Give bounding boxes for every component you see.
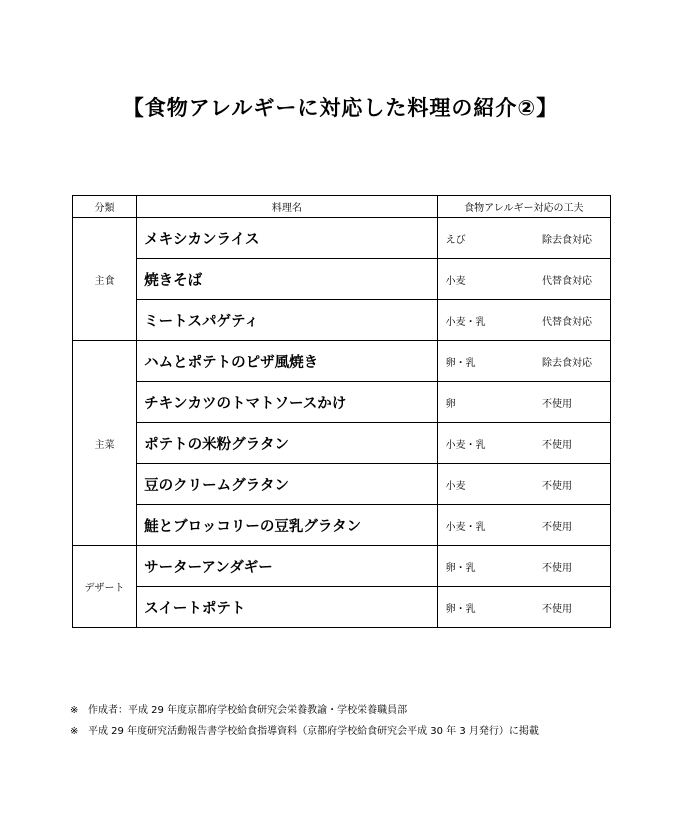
dish-name: ハムとポテトのピザ風焼き (137, 341, 438, 382)
handling: 不使用 (542, 562, 572, 574)
note-mark: ※ (70, 726, 79, 737)
dish-name: 焼きそば (137, 259, 438, 300)
table-row (73, 218, 611, 259)
allergen: 小麦・乳 (445, 316, 486, 328)
allergen: 小麦・乳 (445, 439, 486, 451)
category-cell: 主菜 (73, 341, 137, 546)
allergen: 小麦・乳 (445, 521, 486, 533)
table-row (73, 341, 611, 382)
header-allergy-handling: 食物アレルギー対応の工夫 (437, 196, 610, 218)
allergy-cell (437, 587, 610, 628)
dish-name: ミートスパゲティ (137, 300, 438, 341)
handling: 除去食対応 (542, 234, 592, 246)
handling: 不使用 (542, 521, 572, 533)
dish-name: メキシカンライス (137, 218, 438, 259)
footnotes (70, 700, 539, 742)
dish-name: スイートポテト (137, 587, 438, 628)
table-row (73, 259, 611, 300)
allergy-cell (437, 259, 610, 300)
handling: 代替食対応 (542, 316, 592, 328)
allergy-menu-table (72, 195, 611, 628)
dish-name: 豆のクリームグラタン (137, 464, 438, 505)
table-row (73, 464, 611, 505)
header-dish-name: 料理名 (137, 196, 438, 218)
allergy-cell (437, 300, 610, 341)
table-row (73, 423, 611, 464)
allergy-cell (437, 218, 610, 259)
dish-name: ポテトの米粉グラタン (137, 423, 438, 464)
dish-name: チキンカツのトマトソースかけ (137, 382, 438, 423)
handling: 代替食対応 (542, 275, 592, 287)
footnote (70, 700, 539, 721)
allergen: 卵 (445, 398, 456, 410)
table-row (73, 546, 611, 587)
handling: 不使用 (542, 398, 572, 410)
dish-name: 鮭とブロッコリーの豆乳グラタン (137, 505, 438, 546)
category-cell: 主食 (73, 218, 137, 341)
allergen: えび (445, 234, 466, 246)
allergy-cell (437, 464, 610, 505)
handling: 不使用 (542, 603, 572, 615)
allergen: 卵・乳 (445, 603, 476, 615)
handling: 不使用 (542, 480, 572, 492)
allergy-cell (437, 341, 610, 382)
table-row (73, 587, 611, 628)
category-cell: デザート (73, 546, 137, 628)
allergen: 小麦 (445, 275, 466, 287)
allergy-cell (437, 382, 610, 423)
table-header-row (73, 196, 611, 218)
note-mark: ※ (70, 705, 79, 716)
handling: 不使用 (542, 439, 572, 451)
allergen: 卵・乳 (445, 562, 476, 574)
table-row (73, 300, 611, 341)
page-title: 【食物アレルギーに対応した料理の紹介②】 (122, 96, 559, 120)
note-text: 作成者：平成 29 年度京都府学校給食研究会栄養教諭・学校栄養職員部 (88, 705, 408, 716)
table-row (73, 505, 611, 546)
allergen: 小麦 (445, 480, 466, 492)
note-text: 平成 29 年度研究活動報告書学校給食指導資料（京都府学校給食研究会平成 30 年 3 月発行）に掲載 (88, 726, 539, 737)
allergy-cell (437, 505, 610, 546)
allergy-cell (437, 546, 610, 587)
allergen: 卵・乳 (445, 357, 476, 369)
dish-name: サーターアンダギー (137, 546, 438, 587)
handling: 除去食対応 (542, 357, 592, 369)
footnote (70, 721, 539, 742)
table-row (73, 382, 611, 423)
header-category: 分類 (73, 196, 137, 218)
allergy-cell (437, 423, 610, 464)
